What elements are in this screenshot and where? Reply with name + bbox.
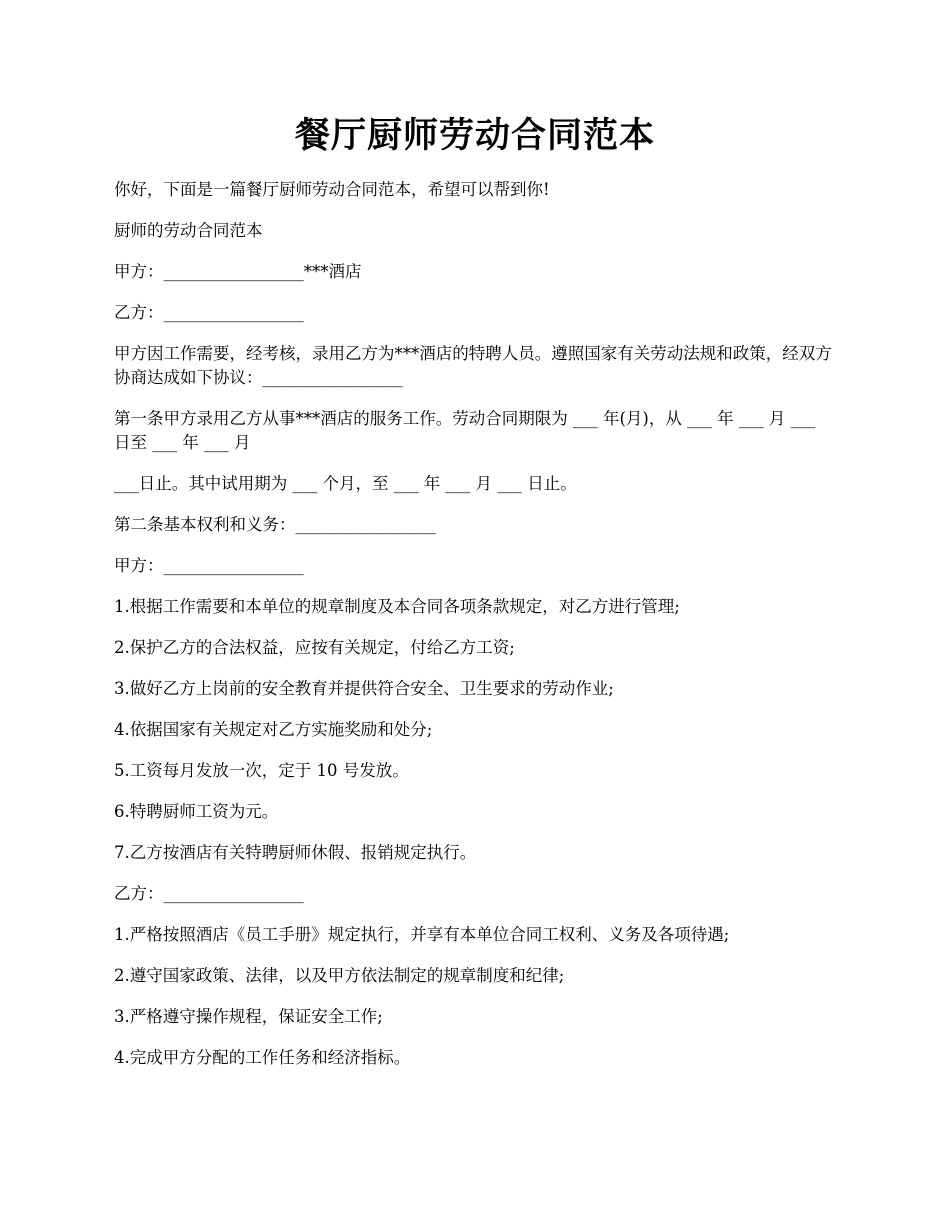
document-body bbox=[114, 178, 832, 1087]
paragraph-article-1: 第一条甲方录用乙方从事***酒店的服务工作。劳动合同期限为 ___ 年(月)，从 ___ 年 ___ 月 ___ 日至 ___ 年 ___ 月 bbox=[114, 409, 821, 452]
paragraph-article-2: 第二条基本权利和义务：_________________ bbox=[114, 515, 436, 534]
paragraph-party-a: 甲方：_________________***酒店 bbox=[114, 262, 362, 281]
list-item: 1.根据工作需要和本单位的规章制度及本合同各项条款规定，对乙方进行管理; bbox=[114, 597, 680, 616]
list-item: 4.依据国家有关规定对乙方实施奖励和处分; bbox=[114, 720, 433, 739]
paragraph-greeting: 你好，下面是一篇餐厅厨师劳动合同范本，希望可以帮到你! bbox=[114, 180, 550, 199]
list-item: 3.严格遵守操作规程，保证安全工作; bbox=[114, 1007, 383, 1026]
paragraph-subtitle: 厨师的劳动合同范本 bbox=[114, 221, 263, 240]
list-item: 1.严格按照酒店《员工手册》规定执行，并享有本单位合同工权利、义务及各项待遇; bbox=[114, 925, 730, 944]
paragraph-party-b-duties-heading: 乙方：_________________ bbox=[114, 884, 304, 903]
list-item: 6.特聘厨师工资为元。 bbox=[114, 802, 279, 821]
list-item: 2.保护乙方的合法权益，应按有关规定，付给乙方工资; bbox=[114, 638, 515, 657]
list-item: 2.遵守国家政策、法律，以及甲方依法制定的规章制度和纪律; bbox=[114, 966, 565, 985]
list-item: 4.完成甲方分配的工作任务和经济指标。 bbox=[114, 1048, 411, 1067]
paragraph-probation: ___日止。其中试用期为 ___ 个月，至 ___ 年 ___ 月 ___ 日止。 bbox=[114, 474, 577, 493]
list-item: 3.做好乙方上岗前的安全教育并提供符合安全、卫生要求的劳动作业; bbox=[114, 679, 614, 698]
document-title: 餐厅厨师劳动合同范本 bbox=[294, 115, 655, 156]
paragraph-party-b: 乙方：_________________ bbox=[114, 303, 304, 322]
list-item: 7.乙方按酒店有关特聘厨师休假、报销规定执行。 bbox=[114, 843, 477, 862]
paragraph-party-a-duties-heading: 甲方：_________________ bbox=[114, 556, 304, 575]
paragraph-preamble: 甲方因工作需要，经考核，录用乙方为***酒店的特聘人员。遵照国家有关劳动法规和政策，经双方协商达成如下协议：_________________ bbox=[114, 344, 832, 387]
list-item: 5.工资每月发放一次，定于 10 号发放。 bbox=[114, 761, 409, 780]
